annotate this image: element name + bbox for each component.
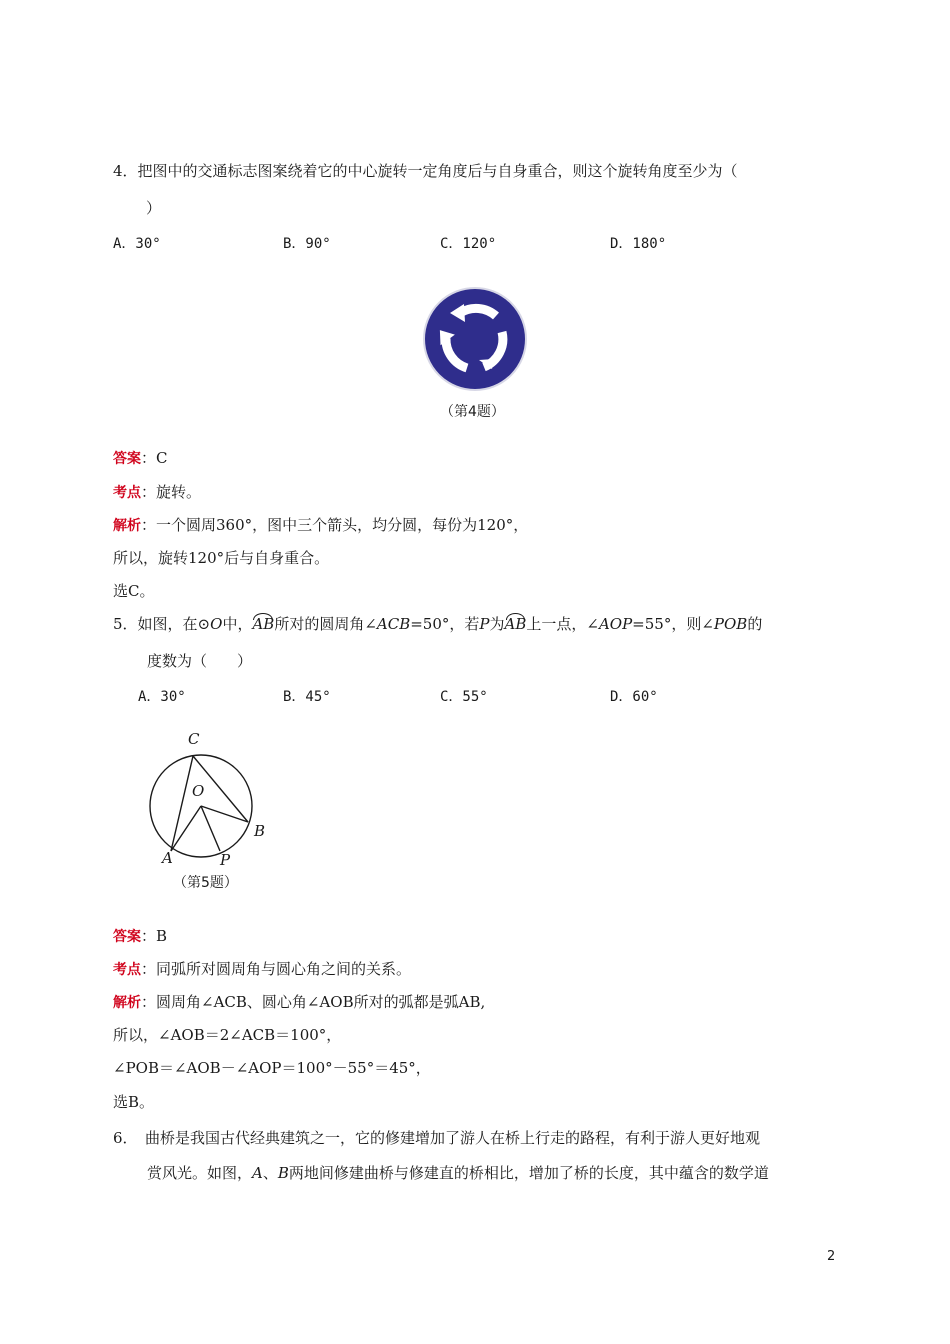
q5-topic bbox=[113, 958, 411, 979]
segment-ca bbox=[171, 756, 193, 851]
topic-label: 考点 bbox=[113, 485, 141, 501]
q4-analysis bbox=[113, 514, 528, 535]
q4-option-c: C．120° bbox=[440, 236, 497, 252]
q5-stem: 5．如图，在⊙O中，AB所对的圆周角∠ACB=50°，若P为AB上一点，∠AOP=55°，则∠POB的 bbox=[113, 615, 763, 633]
topic-label: 考点 bbox=[113, 962, 141, 978]
q4-stem-close: ） bbox=[146, 199, 162, 217]
topic-value: ：同弧所对圆周角与圆心角之间的关系。 bbox=[141, 960, 412, 978]
circle-geometry-figure bbox=[140, 726, 290, 874]
answer-value: ：C bbox=[141, 449, 168, 467]
q5-option-c: C．55° bbox=[440, 689, 488, 705]
q5-option-a: A．30° bbox=[138, 689, 186, 705]
q5-option-b: B．45° bbox=[283, 689, 331, 705]
point-label-c: C bbox=[188, 730, 200, 748]
point-label-a: A bbox=[162, 849, 173, 867]
q4-answer bbox=[113, 447, 167, 468]
analysis-value: ：圆周角∠ACB、圆心角∠AOB所对的弧都是弧AB, bbox=[141, 993, 486, 1011]
q5-analysis-line: 所以，∠AOB＝2∠ACB＝100°， bbox=[113, 1026, 342, 1044]
q5-option-d: D．60° bbox=[610, 689, 658, 705]
q4-analysis-line: 所以，旋转120°后与自身重合。 bbox=[113, 549, 330, 567]
roundabout-sign-icon bbox=[422, 286, 528, 392]
q5-analysis-line: 选B。 bbox=[113, 1093, 155, 1111]
topic-value: ：旋转。 bbox=[141, 483, 202, 501]
q6-stem-line1: 6． 曲桥是我国古代经典建筑之一，它的修建增加了游人在桥上行走的路程，有利于游人更好地观 bbox=[113, 1129, 761, 1147]
answer-label: 答案 bbox=[113, 451, 141, 467]
answer-label: 答案 bbox=[113, 929, 141, 945]
q4-option-b: B．90° bbox=[283, 236, 331, 252]
point-label-o: O bbox=[192, 782, 205, 800]
point-label-b: B bbox=[254, 822, 266, 840]
q4-option-d: D．180° bbox=[610, 236, 667, 252]
answer-value: ：B bbox=[141, 927, 168, 945]
q5-stem-line2: 度数为（ ） bbox=[147, 652, 253, 670]
page-number: 2 bbox=[827, 1249, 836, 1264]
arc-ab-label: AB bbox=[504, 615, 527, 633]
q4-option-a: A．30° bbox=[113, 236, 161, 252]
analysis-label: 解析 bbox=[113, 518, 141, 534]
q5-analysis-line: ∠POB＝∠AOB－∠AOP＝100°－55°＝45°， bbox=[113, 1059, 431, 1077]
q5-answer bbox=[113, 925, 167, 946]
point-label-p: P bbox=[220, 851, 231, 869]
analysis-label: 解析 bbox=[113, 995, 141, 1011]
q5-analysis bbox=[113, 991, 485, 1012]
q4-analysis-line: 选C。 bbox=[113, 582, 155, 600]
q4-topic bbox=[113, 481, 201, 502]
q6-stem-line2: 赏风光。如图，A、B两地间修建曲桥与修建直的桥相比，增加了桥的长度，其中蕴含的数学道 bbox=[147, 1164, 769, 1182]
q4-figure-caption: （第4题） bbox=[440, 404, 505, 420]
analysis-value: ：一个圆周360°，图中三个箭头，均分圆，每份为120°， bbox=[141, 516, 529, 534]
segment-op bbox=[201, 806, 220, 851]
q4-stem: 4．把图中的交通标志图案绕着它的中心旋转一定角度后与自身重合，则这个旋转角度至少为（ bbox=[113, 162, 738, 180]
arc-ab-label: AB bbox=[252, 615, 275, 633]
q5-figure-caption: （第5题） bbox=[173, 875, 238, 891]
